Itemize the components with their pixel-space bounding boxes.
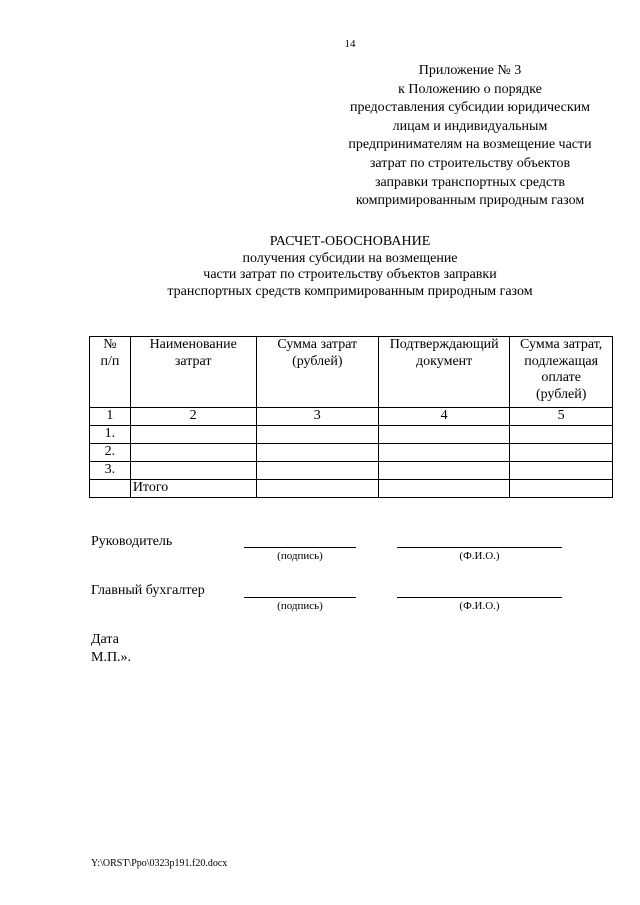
name-caption: (Ф.И.О.) — [459, 550, 500, 562]
row-number: 1. — [90, 426, 131, 444]
name-caption: (Ф.И.О.) — [459, 600, 500, 612]
header-text: подлежащая — [524, 353, 599, 369]
table-row — [90, 462, 613, 480]
appendix-line: лицам и индивидуальным — [392, 118, 548, 134]
header-text: Сумма затрат — [277, 337, 358, 352]
header-supporting-document — [379, 337, 510, 408]
table-cell — [379, 444, 510, 462]
header-text: Сумма затрат, — [520, 337, 603, 352]
table-cell — [379, 426, 510, 444]
total-label: Итого — [130, 480, 256, 498]
header-text: оплате — [541, 370, 581, 385]
header-text: (рублей) — [292, 353, 343, 369]
table-cell — [130, 426, 256, 444]
table-cell — [510, 444, 613, 462]
stamp-label: М.П.». — [91, 650, 132, 665]
table-cell — [130, 462, 256, 480]
appendix-line: заправки транспортных средств — [374, 174, 565, 190]
signature-role: Главный бухгалтер — [91, 583, 205, 598]
column-number-row — [90, 408, 613, 426]
table-cell — [510, 426, 613, 444]
signature-caption: (подпись) — [277, 600, 323, 612]
title-sub-line: части затрат по строительству объектов заправки — [203, 267, 497, 282]
name-line — [397, 597, 562, 598]
header-text: № — [103, 337, 117, 352]
header-text: (рублей) — [535, 386, 587, 402]
table-cell — [510, 462, 613, 480]
column-number: 2 — [130, 408, 256, 426]
table-cell — [510, 480, 613, 498]
table-row — [90, 426, 613, 444]
header-expense-sum — [256, 337, 378, 408]
signature-caption: (подпись) — [277, 550, 323, 562]
signature-line — [244, 597, 356, 598]
calculation-table — [89, 336, 613, 498]
file-path-footer: Y:\ORST\Ppo\0323p191.f20.docx — [91, 858, 228, 869]
table-cell — [256, 444, 378, 462]
appendix-line: предпринимателям на возмещение части — [348, 137, 592, 153]
header-payable-sum — [510, 337, 613, 408]
row-number — [90, 480, 131, 498]
title-main: РАСЧЕТ-ОБОСНОВАНИЕ — [269, 234, 431, 249]
table-cell — [256, 480, 378, 498]
name-line — [397, 547, 562, 548]
header-text: п/п — [100, 353, 120, 369]
row-number: 3. — [90, 462, 131, 480]
date-label: Дата — [91, 632, 119, 647]
header-text: документ — [416, 353, 473, 369]
table-cell — [256, 426, 378, 444]
page-number: 14 — [344, 38, 356, 50]
document-title — [0, 234, 640, 300]
column-number: 3 — [256, 408, 378, 426]
appendix-line: Приложение № 3 — [418, 63, 522, 78]
title-sub-line: получения субсидии на возмещение — [242, 250, 458, 266]
column-number: 4 — [379, 408, 510, 426]
header-text: затрат — [174, 353, 212, 369]
title-sub-line: транспортных средств компримированным природным газом — [167, 283, 533, 299]
row-number: 2. — [90, 444, 131, 462]
appendix-heading — [330, 62, 610, 211]
table-cell — [256, 462, 378, 480]
appendix-line: предоставления субсидии юридическим — [349, 100, 591, 116]
column-number: 1 — [90, 408, 131, 426]
header-expense-name — [130, 337, 256, 408]
table-row — [90, 444, 613, 462]
header-text: Наименование — [149, 337, 237, 352]
table-cell — [130, 444, 256, 462]
appendix-line: компримированным природным газом — [355, 193, 585, 209]
column-number: 5 — [510, 408, 613, 426]
appendix-line: к Положению о порядке — [398, 81, 542, 97]
table-header-row — [90, 337, 613, 408]
table-cell — [379, 462, 510, 480]
header-text: Подтверждающий — [389, 337, 499, 352]
table-row-total — [90, 480, 613, 498]
signature-line — [244, 547, 356, 548]
table-cell — [379, 480, 510, 498]
header-number — [90, 337, 131, 408]
appendix-line: затрат по строительству объектов — [369, 155, 571, 171]
signature-role: Руководитель — [91, 534, 173, 549]
